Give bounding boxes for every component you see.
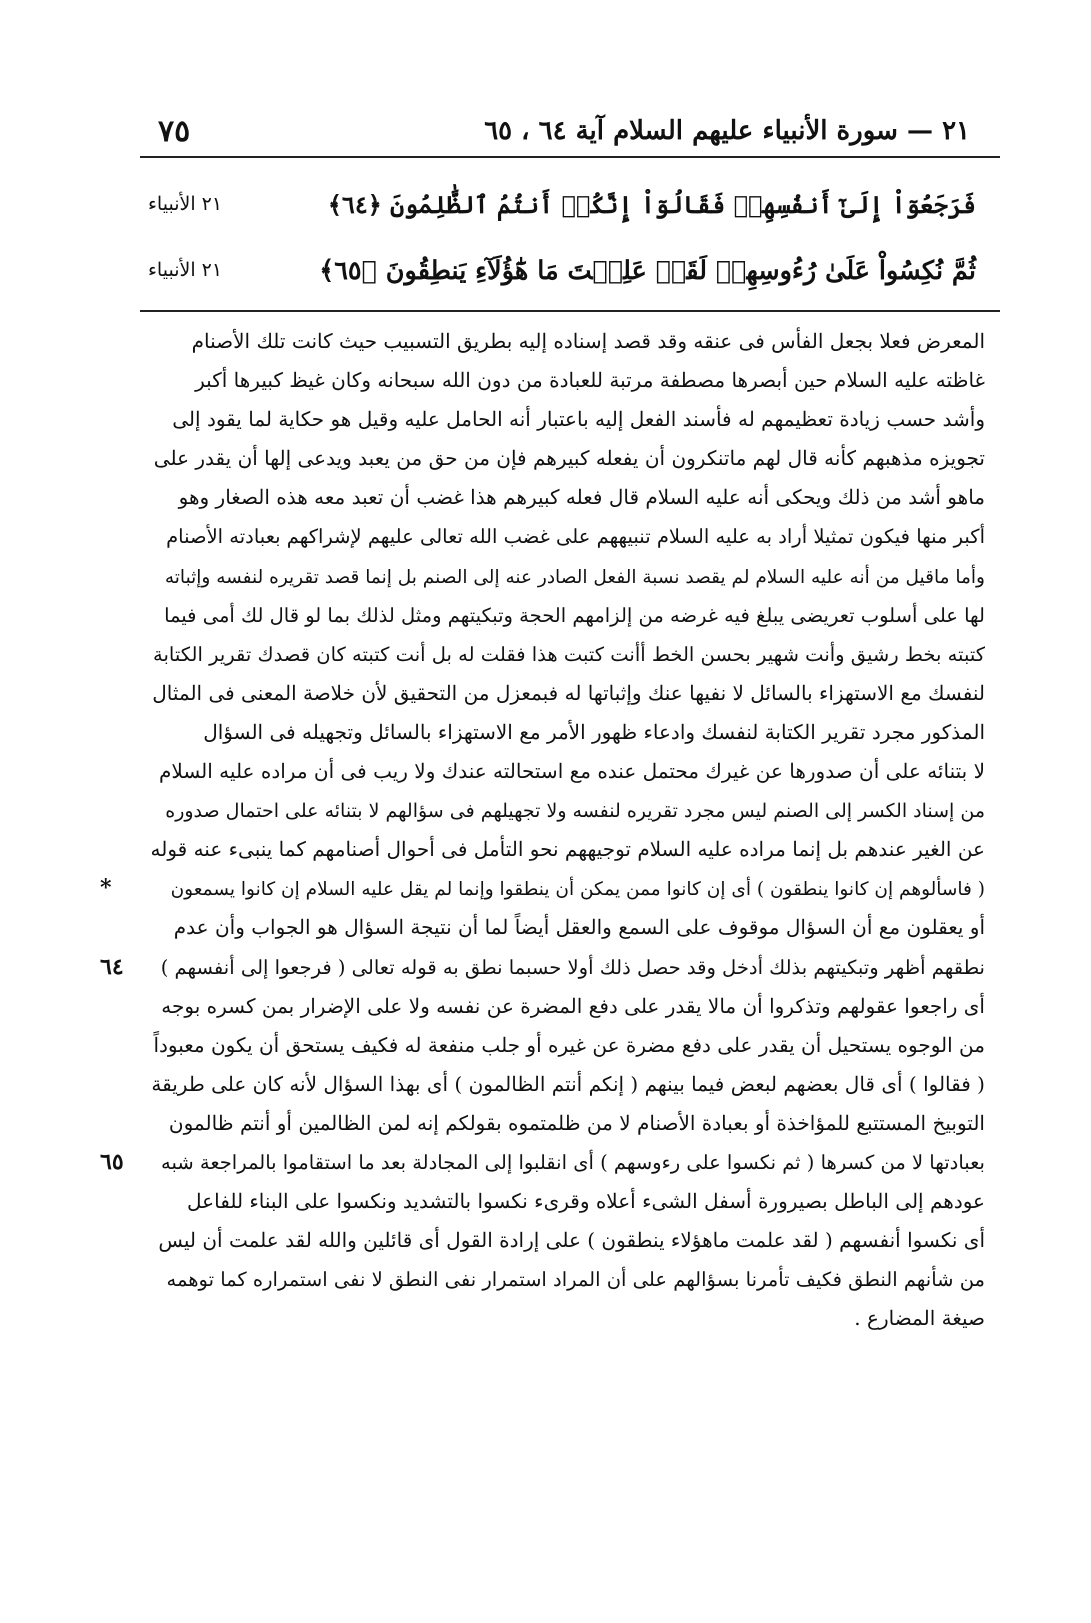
page-number: ٧٥ [158, 113, 191, 149]
header-rule [140, 156, 1000, 158]
commentary-line-text: أو يعقلون مع أن السؤال موقوف على السمع والعقل أيضاً لما أن نتيجة السؤال هو الجواب وأن عدم [173, 915, 985, 940]
commentary-line [150, 322, 985, 361]
commentary-line-text: ( فقالوا ) أى قال بعضهم لبعض فيما بينهم ( إنكم أنتم الظالمون ) أى بهذا السؤال لأنه كان على طريقة [151, 1071, 985, 1096]
commentary-line-text: أى راجعوا عقولهم وتذكروا أن مالا يقدر على دفع المضرة عن نفسه ولا على الإضرار بمن كسره بوجه [161, 993, 985, 1018]
commentary-line-text: لا بتنائه على أن صدورها عن غيرك محتمل عنده مع استحالته عندك ولا ريب فى أن مراده عليه السلام [159, 759, 985, 784]
commentary-line-text: من الوجوه يستحيل أن يقدر على دفع مضرة عن غيره أو جلب منفعة له فكيف يستحق أن يكون معبوداً [153, 1032, 985, 1057]
commentary-line [150, 987, 985, 1026]
commentary-line [150, 791, 985, 830]
verse-number-marker: ٦٥ [100, 1149, 124, 1176]
commentary-line [150, 713, 985, 752]
commentary-line-text: وأشد حسب زيادة تعظيمهم له فأسند الفعل إليه باعتبار أنه الحامل عليه وقيل هو حكاية لما يقود إلى [172, 407, 985, 432]
commentary-line [150, 830, 985, 869]
commentary-line [150, 674, 985, 713]
verse-number-marker: ٦٤ [100, 953, 124, 980]
running-title: ٢١ — سورة الأنبياء عليهم السلام آية ٦٤ ، ٦٥ [484, 116, 970, 146]
commentary-line [150, 752, 985, 791]
commentary-line-text: صيغة المضارع . [854, 1306, 985, 1331]
commentary-line-text: المعرض فعلا بجعل الفأس فى عنقه وقد قصد إسناده إليه بطريق التسبيب حيث كانت تلك الأصنام [191, 329, 985, 353]
commentary-line [150, 908, 985, 947]
commentary-line-text: عودهم إلى الباطل بصيرورة أسفل الشىء أعلاه وقرىء نكسوا بالتشديد ونكسوا على البناء للفاعل [187, 1189, 985, 1214]
commentary-line [150, 400, 985, 439]
quran-verse-65 [140, 244, 1000, 296]
commentary-line-text: ( فاسألوهم إن كانوا ينطقون ) أى إن كانوا ممن يمكن أن ينطقوا وإنما لم يقل عليه السلام إن كانوا يسمعون [170, 879, 985, 901]
commentary-line-text: نطقهم أظهر وتبكيتهم بذلك أدخل وقد حصل ذلك أولا حسبما نطق به قوله تعالى ( فرجعوا إلى أنفسهم ) [160, 955, 985, 979]
commentary-line [150, 1260, 985, 1299]
commentary-line-text: التوبيخ المستتبع للمؤاخذة أو بعبادة الأصنام لا من ظلمتموه بقولكم إنه لمن الظالمين أو أنتم ظالمون [168, 1110, 985, 1135]
commentary-line [150, 439, 985, 478]
commentary-line-text: وأما ماقيل من أنه عليه السلام لم يقصد نسبة الفعل الصادر عنه إلى الصنم بل إنما قصد تقريره لنفسه وإثباته [164, 566, 985, 588]
commentary-line [150, 596, 985, 635]
commentary-line [150, 948, 985, 987]
verse-reference: ٢١ الأنبياء [148, 259, 223, 281]
commentary-line-text: أى نكسوا أنفسهم ( لقد علمت ماهؤلاء ينطقون ) على إرادة القول أى قائلين والله لقد علمت أن ليس [158, 1228, 985, 1253]
quran-verse-64 [140, 178, 1000, 230]
verse-text: ثُمَّ نُكِسُواْ عَلَىٰ رُءُوسِهِمۡ لَقَدۡ عَلِمۡتَ مَا هَٰٓؤُلَآءِ يَنطِقُونَ ﴿٦٥﴾ [319, 255, 976, 286]
commentary-line-text: كتبته بخط رشيق وأنت شهير بحسن الخط أأنت كتبت هذا فقلت له بل أنت كتبته كان قصدك تقرير الكتابة [153, 642, 985, 666]
page-header [140, 108, 1000, 154]
commentary-line [150, 1026, 985, 1065]
commentary-line-text: لنفسك مع الاستهزاء بالسائل لا نفيها عنك وإثباتها له فبمعزل من التحقيق لأن خلاصة المعنى فى المثال [152, 680, 985, 705]
commentary-line [150, 1065, 985, 1104]
commentary-line [150, 478, 985, 517]
commentary-line-text: عن الغير عندهم بل إنما مراده عليه السلام توجيههم نحو التأمل فى أحوال أصنامهم كما ينبىء عنه قوله [150, 837, 985, 862]
verse-reference: ٢١ الأنبياء [148, 193, 223, 215]
commentary-line [150, 1299, 985, 1338]
verse-number-marker: * [100, 875, 112, 902]
commentary-line [150, 361, 985, 400]
commentary-line-text: تجويزه مذهبهم كأنه قال لهم ماتنكرون أن يفعله كبيرهم فإن من حق من يعبد ويدعى إلها أن يقدر على [153, 446, 985, 471]
commentary-line [150, 1104, 985, 1143]
commentary-line-text: المذكور مجرد تقرير الكتابة لنفسك وادعاء ظهور الأمر مع الاستهزاء بالسائل وتجهيله فى السؤال [203, 719, 985, 744]
commentary-line-text: من شأنهم النطق فكيف تأمرنا بسؤالهم على أن المراد استمرار نفى النطق لا نفى استمراره كما توهمه [166, 1268, 985, 1292]
commentary-line-text: من إسناد الكسر إلى الصنم ليس مجرد تقريره لنفسه ولا تجهيلهم فى سؤالهم لا بتنائه على احتمال صدوره [165, 800, 985, 823]
verse-rule [140, 310, 1000, 312]
commentary-line-text: غاظته عليه السلام حين أبصرها مصطفة مرتبة للعبادة من دون الله سبحانه وكان غيظ كبيرها أكبر [195, 368, 985, 393]
commentary-line-text: أكبر منها فيكون تمثيلا أراد به عليه السلام تنبيههم على غضب الله تعالى عليهم لإشراكهم بعبادته الأصنام [166, 525, 985, 549]
commentary-line [150, 517, 985, 556]
commentary-line [150, 557, 985, 596]
commentary-line-text: بعبادتها لا من كسرها ( ثم نكسوا على رءوسهم ) أى انقلبوا إلى المجادلة بعد ما استقاموا بالمراجعة شبه [161, 1150, 985, 1174]
commentary-line-text: لها على أسلوب تعريضى يبلغ فيه غرضه من إلزامهم الحجة وتبكيتهم ومثل لذلك بما لو قال لك أمى فيما [164, 603, 985, 627]
commentary-line [150, 1143, 985, 1182]
commentary-line [150, 1182, 985, 1221]
tafsir-commentary [150, 322, 985, 1338]
commentary-line [150, 1221, 985, 1260]
commentary-line [150, 869, 985, 908]
verse-text: فَرَجَعُوٓاْ إِلَىٰٓ أَنفُسِهِمۡ فَقَالُوٓاْ إِنَّكُمۡ أَنتُمُ ٱلظَّٰلِمُونَ ﴿٦٤﴾ [327, 189, 976, 219]
commentary-line-text: ماهو أشد من ذلك ويحكى أنه عليه السلام قال فعله كبيرهم هذا غضب أن تعبد معه هذه الصغار وهو [178, 485, 985, 510]
commentary-line [150, 635, 985, 674]
